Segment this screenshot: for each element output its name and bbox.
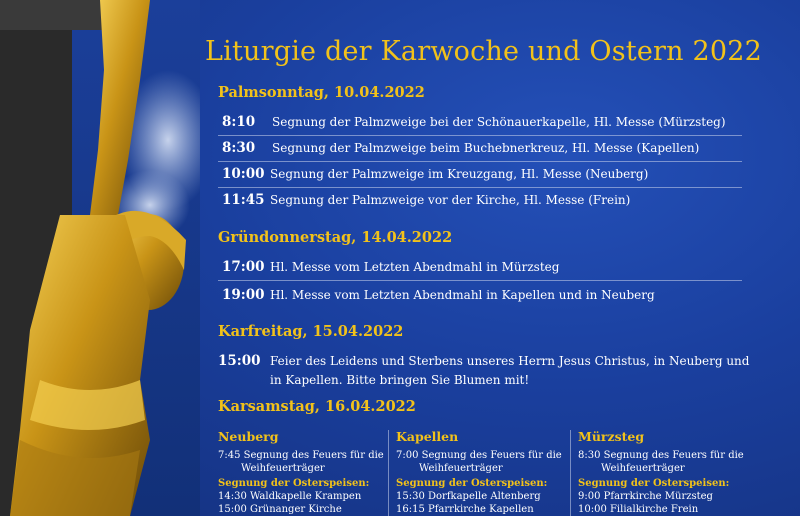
entry: 7:45 Segnung des Feuers für die [218, 450, 384, 461]
description: Segnung der Palmzweige bei der Schönauerkapelle, Hl. Messe (Mürzsteg) [272, 115, 726, 129]
column-heading: Mürzsteg [578, 429, 645, 444]
description: Segnung der Palmzweige beim Buchebnerkreuz, Hl. Messe (Kapellen) [272, 141, 700, 155]
day-heading-karfreitag: Karfreitag, 15.04.2022 [218, 323, 404, 340]
entry: Weihfeuerträger [241, 463, 325, 474]
column-kapellen [396, 430, 568, 516]
entry: 15:30 Dorfkapelle Altenberg [396, 491, 541, 502]
subheading: Segnung der Osterspeisen: [218, 478, 370, 489]
subheading: Segnung der Osterspeisen: [578, 478, 730, 489]
entry: 14:30 Waldkapelle Krampen [218, 491, 362, 502]
page-title: Liturgie der Karwoche und Ostern 2022 [205, 36, 763, 67]
golden-crucifix-icon [0, 0, 200, 516]
crucifix-image [0, 0, 200, 516]
entry: 10:00 Filialkirche Frein [578, 504, 699, 515]
entry: 9:00 Pfarrkirche Mürzsteg [578, 491, 713, 502]
entry: 15:00 Grünanger Kirche [218, 504, 342, 515]
description: Hl. Messe vom Letzten Abendmahl in Mürzsteg [270, 260, 560, 274]
entry: Weihfeuerträger [419, 463, 503, 474]
schedule-row [218, 283, 742, 308]
day-heading-gruendonnerstag: Gründonnerstag, 14.04.2022 [218, 229, 453, 246]
column-heading: Neuberg [218, 429, 279, 444]
schedule-row [218, 188, 742, 213]
divider [388, 430, 389, 516]
description: Feier des Leidens und Sterbens unseres Herrn Jesus Christus, in Neuberg und in Kapellen. Bitte bringen Sie Blumen mit! [270, 354, 750, 387]
entry: 16:15 Pfarrkirche Kapellen [396, 504, 534, 515]
description: Hl. Messe vom Letzten Abendmahl in Kapellen und in Neuberg [270, 288, 655, 302]
day-heading-karsamstag: Karsamstag, 16.04.2022 [218, 398, 416, 415]
description: Segnung der Palmzweige vor der Kirche, Hl. Messe (Frein) [270, 193, 631, 207]
column-heading: Kapellen [396, 429, 459, 444]
entry: 7:00 Segnung des Feuers für die [396, 450, 562, 461]
entry: Weihfeuerträger [601, 463, 685, 474]
subheading: Segnung der Osterspeisen: [396, 478, 548, 489]
time: 15:00 [218, 353, 261, 369]
time: 17:00 [222, 259, 265, 275]
time: 19:00 [222, 287, 265, 303]
column-muerzsteg [578, 430, 750, 516]
day-heading-palmsonntag: Palmsonntag, 10.04.2022 [218, 84, 425, 101]
time: 11:45 [222, 192, 265, 208]
column-neuberg [218, 430, 390, 516]
schedule-row [218, 110, 742, 136]
entry: 8:30 Segnung des Feuers für die [578, 450, 744, 461]
divider [570, 430, 571, 516]
time: 8:30 [222, 140, 256, 156]
schedule-row [218, 255, 742, 281]
time: 8:10 [222, 114, 256, 130]
description: Segnung der Palmzweige im Kreuzgang, Hl. Messe (Neuberg) [270, 167, 649, 181]
time: 10:00 [222, 166, 265, 182]
schedule-row [218, 136, 742, 162]
schedule-row [218, 162, 742, 188]
